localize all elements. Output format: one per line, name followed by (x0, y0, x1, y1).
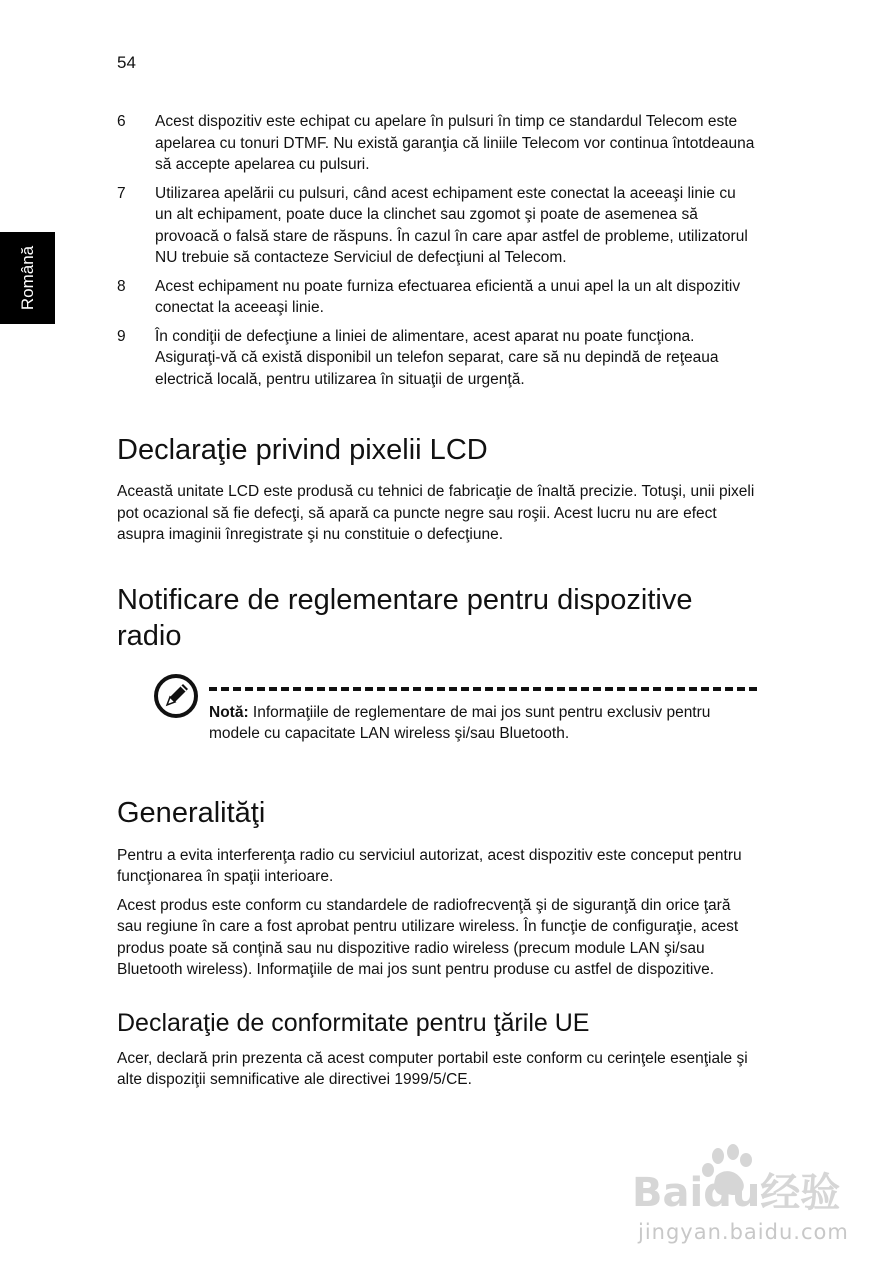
baidu-logo-text: Baidu经验 (632, 1170, 841, 1216)
watermark-url: jingyan.baidu.com (638, 1220, 849, 1244)
list-item (117, 326, 757, 391)
list-item (117, 276, 757, 319)
radio-heading: Notificare de reglementare pentru dispozitive radio (117, 583, 693, 652)
note-pen-icon (153, 673, 199, 719)
list-item-text: În condiţii de defecţiune a liniei de alimentare, acest aparat nu poate funcţiona. Asiguraţi-vă că există disponibil un telefon separat, care să nu depindă de reţeaua electrică locală, pentru utilizarea în situaţii de urgenţă. (155, 327, 719, 388)
page-content (117, 111, 757, 1098)
list-item-text: Utilizarea apelării cu pulsuri, când acest echipament este conectat la aceeaşi linie cu un alt echipament, poate duce la clinchet sau zgomot şi poate de asemenea să provoacă o falsă stare de răspuns. În cazul în care apar astfel de probleme, utilizatorul NU trebuie să contacteze Serviciul de defecţiuni al Telecom. (155, 184, 748, 266)
general-heading: Generalităţi (117, 796, 266, 829)
note-body: Informaţiile de reglementare de mai jos sunt pentru exclusiv pentru modele cu capacitate LAN wireless şi/sau Bluetooth. (209, 703, 711, 742)
general-paragraph: Acest produs este conform cu standardele de radiofrecvenţă şi de siguranţă din orice ţară sau regiune în care a fost aprobat pentru utilizare wireless. În funcţie de configuraţie, acest produs poate să conţină sau nu dispozitive radio wireless (precum module LAN şi/sau Bluetooth wireless). Informaţiile de mai jos sunt pentru produse cu astfel de dispozitive. (117, 896, 739, 978)
baidu-watermark (632, 1142, 849, 1250)
language-tab-label: Română (17, 245, 37, 311)
list-item-text: Acest echipament nu poate furniza efectuarea eficientă a unui apel la un alt dispozitiv conectat la aceeaşi linie. (155, 277, 741, 316)
note-text (209, 702, 757, 745)
eu-heading: Declaraţie de conformitate pentru ţările UE (117, 1008, 590, 1037)
page-number: 54 (117, 53, 136, 72)
eu-paragraph: Acer, declară prin prezenta că acest computer portabil este conform cu cerinţele esenţiale şi alte dispoziţii semnificative ale directivei 1999/5/CE. (117, 1049, 748, 1088)
note-divider (209, 687, 757, 691)
numbered-list (117, 111, 757, 390)
list-item-number: 7 (117, 184, 126, 202)
language-tab (0, 232, 55, 324)
list-item-number: 8 (117, 277, 126, 295)
general-paragraph: Pentru a evita interferenţa radio cu serviciul autorizat, acest dispozitiv este conceput pentru funcţionarea în spaţii interioare. (117, 846, 742, 885)
lcd-paragraph: Această unitate LCD este produsă cu tehnici de fabricaţie de înaltă precizie. Totuşi, unii pixeli pot ocazional să fie defecţi, să apară ca puncte negre sau roşii. Acest lucru nu are efect asupra imaginii înregistrate şi nu constituie o defecţiune. (117, 483, 755, 543)
note-box (117, 671, 757, 761)
list-item-number: 9 (117, 327, 126, 345)
list-item (117, 183, 757, 269)
note-label: Notă: (209, 703, 249, 721)
list-item-text: Acest dispozitiv este echipat cu apelare în pulsuri în timp ce standardul Telecom este apelarea cu tonuri DTMF. Nu există garanţia că liniile Telecom vor continua întotdeauna să accepte apelarea cu pulsuri. (155, 113, 755, 173)
baidu-logo-icon (632, 1142, 842, 1222)
lcd-heading: Declaraţie privind pixelii LCD (117, 434, 488, 466)
list-item (117, 111, 757, 176)
list-item-number: 6 (117, 113, 126, 130)
